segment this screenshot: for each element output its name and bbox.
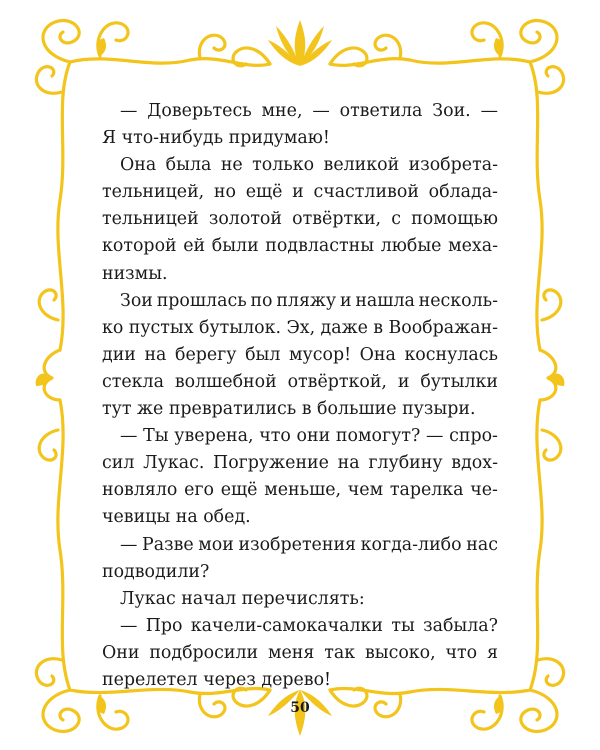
top-leaf-icon: [268, 20, 332, 66]
text-line: Она была не только великой изобрета-: [120, 155, 498, 176]
text-line: — Про качели-самокачалки ты забыла?: [120, 615, 498, 636]
text-line: тут же превратились в большие пузыри.: [102, 399, 476, 420]
left-leaf-icon: [36, 373, 50, 386]
text-line: дии на берегу был мусор! Она коснулась: [102, 344, 498, 365]
text-line: Лукас начал перечислять:: [120, 588, 365, 609]
text-line: Они подбросили меня так высоко, что я: [102, 642, 498, 663]
page-number: 50: [290, 700, 310, 716]
text-line: тельницей, но ещё и счастливой облада-: [102, 182, 498, 203]
text-line: Зои прошлась по пляжу и нашла несколь-: [120, 290, 498, 311]
text-line: которой ей были подвластны любые меха-: [102, 236, 498, 257]
text-line: новляло его ещё меньше, чем тарелка че-: [102, 480, 498, 501]
text-line: низмы.: [102, 263, 168, 284]
page-text: [102, 98, 498, 694]
corner-swirl-top-left: [43, 21, 79, 62]
text-line: чевицы на обед.: [102, 507, 251, 528]
text-line: сил Лукас. Погружение на глубину вдох-: [102, 453, 498, 474]
text-line: — Доверьтесь мне, — ответила Зои. —: [120, 101, 498, 121]
right-leaf-icon: [550, 373, 564, 386]
text-line: — Разве мои изобретения когда-либо нас: [120, 534, 498, 555]
text-line: ко пустых бутылок. Эх, даже в Воображан-: [102, 317, 498, 338]
text-line: подводили?: [102, 561, 210, 582]
text-line: перелетел через дерево!: [102, 669, 332, 690]
text-line: Я что-нибудь придумаю!: [102, 128, 330, 149]
text-line: стекла волшебной отвёрткой, и бутылки: [102, 371, 498, 392]
corner-swirl-top-right: [521, 21, 557, 62]
text-line: тельницей золотой отвёртки, с помощью: [102, 209, 498, 230]
text-line: — Ты уверена, что они помогут? — спро-: [120, 426, 498, 447]
